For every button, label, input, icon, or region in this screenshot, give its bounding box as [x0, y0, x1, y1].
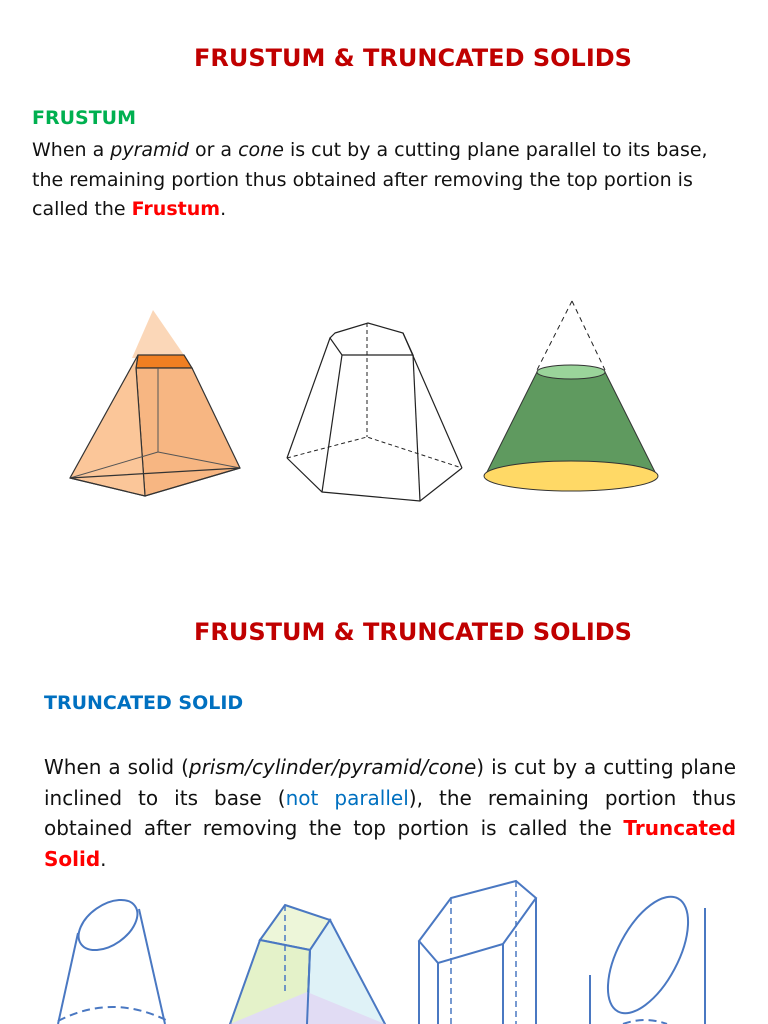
truncated-cone-figure [50, 893, 185, 1024]
hexagonal-frustum-figure [285, 320, 465, 505]
cone-frustum-figure [480, 298, 665, 496]
truncated-cylinder-figure [585, 880, 710, 1024]
truncated-heading: TRUNCATED SOLID [44, 692, 244, 714]
not-parallel-term: not parallel [285, 785, 409, 810]
slide-title-2: FRUSTUM & TRUNCATED SOLIDS [194, 618, 632, 646]
frustum-definition: When a pyramid or a cone is cut by a cutting plane parallel to its base, the remaining portion thus obtained after removing the top portion is called the Frustum. [32, 139, 708, 220]
frustum-heading: FRUSTUM [32, 107, 137, 129]
pyramid-frustum-figure [60, 300, 250, 505]
slide-title: FRUSTUM & TRUNCATED SOLIDS [194, 44, 632, 72]
truncated-pyramid-figure [225, 900, 390, 1024]
truncated-prism-figure [416, 878, 541, 1024]
truncated-definition: When a solid (prism/cylinder/pyramid/cone) is cut by a cutting plane inclined to its base (not parallel), the remaining portion thus obtained after removing the top portion is called the Truncated Solid. [44, 755, 737, 871]
frustum-term: Frustum [131, 198, 221, 220]
truncated-term: Truncated Solid [44, 816, 736, 871]
